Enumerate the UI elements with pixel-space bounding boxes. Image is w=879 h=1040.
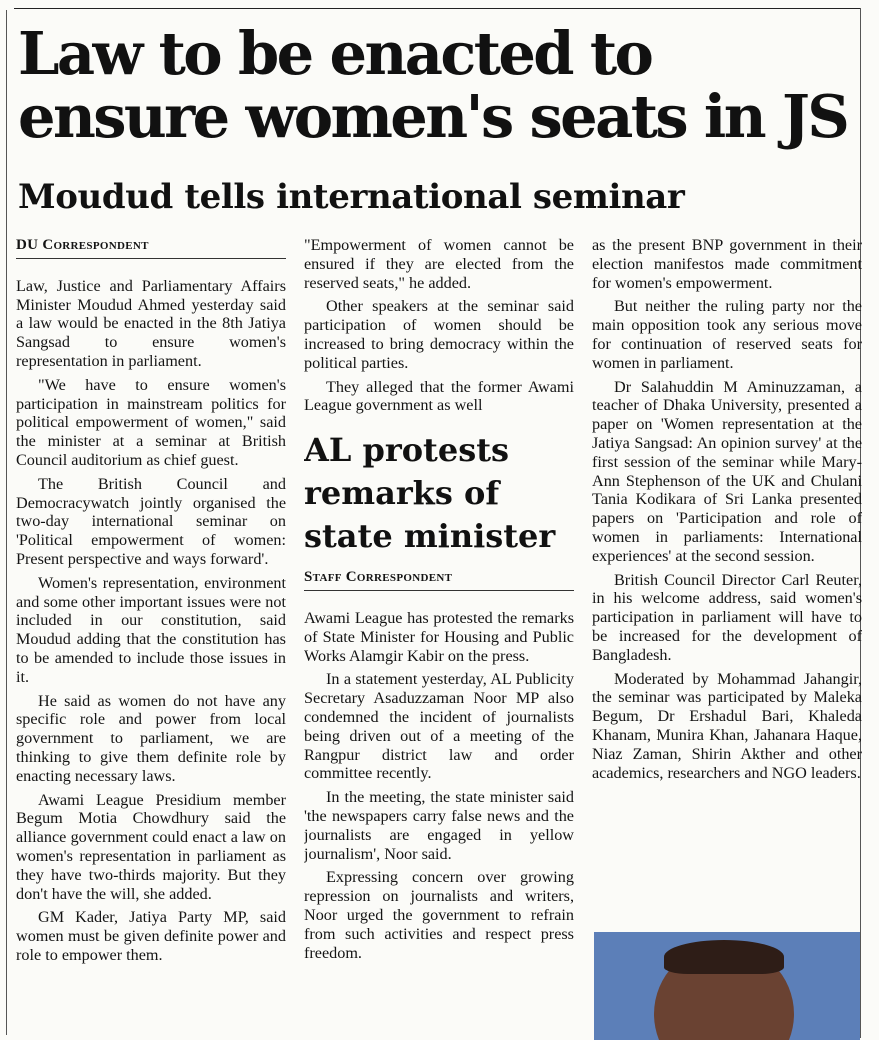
article-subheadline: Moudud tells international seminar: [18, 177, 685, 217]
sidebar-byline: Staff Correspondent: [304, 568, 574, 591]
article-paragraph: Moderated by Mohammad Jahangir, the seminar was participated by Maleka Begum, Dr Ershadul Bari, Khaleda Khanam, Munira Khan, Jahanara Haque, Niaz Zaman, Shirin Akther and other academics, researchers and NGO leaders.: [592, 669, 862, 782]
column-2: [304, 236, 574, 1036]
column-3: [592, 236, 862, 1036]
article-paragraph: Other speakers at the seminar said participation of women should be increased to bring democracy within the political parties.: [304, 297, 574, 372]
article-paragraph: Dr Salahuddin M Aminuzzaman, a teacher of Dhaka University, presented a paper on 'Women representation at the Jatiya Sangsad: An opinion survey' at the first session of the seminar while Mary-Ann Stephenson of the UK and Chulani Tania Kodikara of Sri Lanka presented papers on 'Participation and role of women in parliaments: International experiences' at the second session.: [592, 377, 862, 565]
article-paragraph: The British Council and Democracywatch jointly organised the two-day international seminar on 'Political empowerment of women: Present perspective and ways forward'.: [16, 474, 286, 568]
sidebar-paragraph: In a statement yesterday, AL Publicity Secretary Asaduzzaman Noor MP also condemned the incident of journalists being driven out of a meeting of the Rangpur district law and order committee recently.: [304, 670, 574, 783]
article-headline: Law to be enacted to ensure women's seats in JS: [18, 19, 848, 151]
photo-hair: [664, 940, 784, 974]
article-paragraph: "Empowerment of women cannot be ensured if they are elected from the reserved seats," he added.: [304, 236, 574, 292]
sidebar-headline: AL protests remarks of state minister: [304, 431, 556, 556]
article-paragraph: "We have to ensure women's participation in mainstream politics for political empowerment of women," said the minister at a seminar at British Council auditorium as chief guest.: [16, 375, 286, 469]
sidebar-paragraph: Awami League has protested the remarks of State Minister for Housing and Public Works Alamgir Kabir on the press.: [304, 608, 574, 665]
column-1: [16, 236, 286, 1036]
top-rule: [14, 8, 861, 9]
left-rule: [6, 10, 7, 1035]
article-byline: DU Correspondent: [16, 236, 286, 259]
sidebar-paragraph: Expressing concern over growing repression on journalists and writers, Noor urged the government to refrain from such activities and respect press freedom.: [304, 868, 574, 962]
article-paragraph: GM Kader, Jatiya Party MP, said women must be given definite power and role to empower them.: [16, 908, 286, 964]
article-paragraph: He said as women do not have any specific role and power from local government to parliament, we are thinking to give them definite role by enacting necessary laws.: [16, 691, 286, 785]
article-paragraph: But neither the ruling party nor the main opposition took any serious move for continuation of reserved seats for women in parliament.: [592, 297, 862, 372]
article-paragraph: They alleged that the former Awami League government as well: [304, 377, 574, 415]
article-paragraph: Awami League Presidium member Begum Motia Chowdhury said the alliance government could enact a law on women's representation in parliament as they have two-thirds majority. But they don't have the will, she added.: [16, 790, 286, 903]
article-paragraph: Women's representation, environment and some other important issues were not included in our constitution, said Moudud adding that the constitution has to be amended to include those issues in it.: [16, 573, 286, 686]
article-paragraph: Law, Justice and Parliamentary Affairs Minister Moudud Ahmed yesterday said a law would be enacted in the 8th Jatiya Sangsad to ensure women's representation in parliament.: [16, 276, 286, 370]
article-paragraph: British Council Director Carl Reuter, in his welcome address, said women's participation in parliament will have to be increased for the development of Bangladesh.: [592, 570, 862, 664]
article-paragraph: as the present BNP government in their election manifestos made commitment for women's empowerment.: [592, 236, 862, 292]
sidebar-paragraph: In the meeting, the state minister said 'the newspapers carry false news and the journalists are engaged in yellow journalism', Noor said.: [304, 788, 574, 863]
portrait-photo: [594, 932, 860, 1040]
